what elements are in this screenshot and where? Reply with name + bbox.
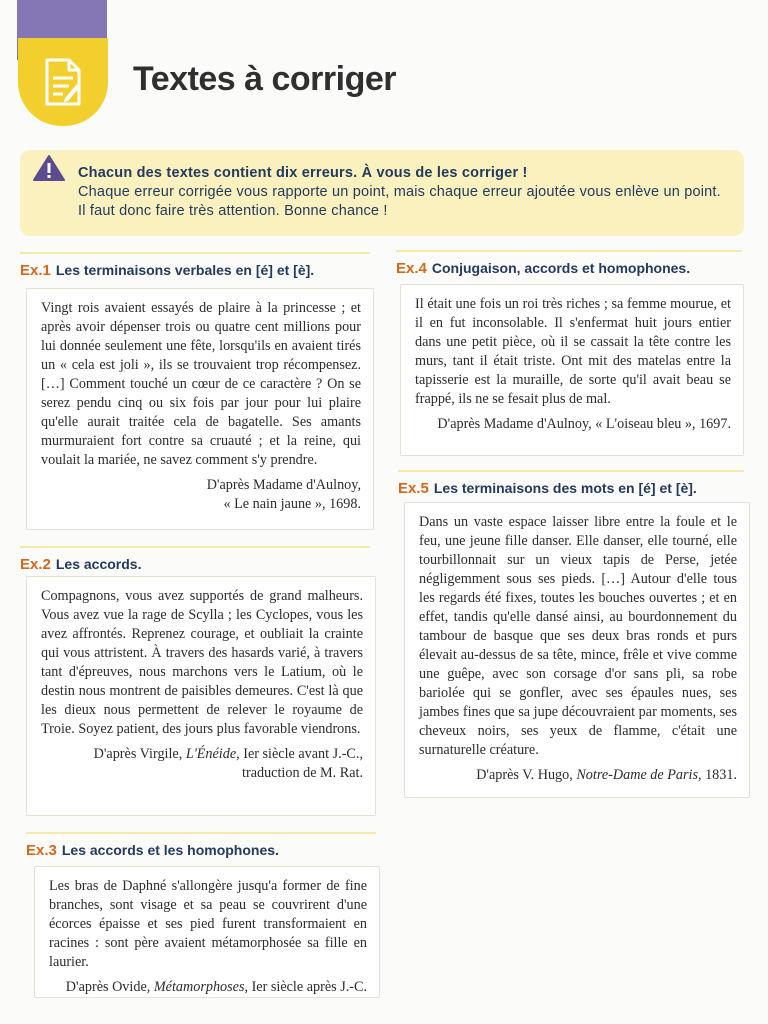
exercise-1-source-author: D'après Madame d'Aulnoy, bbox=[206, 477, 361, 493]
exercise-2-source-translation: traduction de M. Rat. bbox=[242, 765, 363, 781]
exercise-3-number: Ex.3 bbox=[26, 842, 57, 859]
exercise-1-number: Ex.1 bbox=[20, 262, 51, 279]
exercise-2-text-box bbox=[26, 576, 376, 816]
exercise-2-text: Compagnons, vous avez supportés de grand malheurs. Vous avez vue la rage de Scylla ; les Cyclopes, vous les avez affrontés. Reprenez courage, et oubliait la crainte qui vous attristent. À travers des hasards varié, à travers tant d'épreuves, nous marchons vers le Latium, où le destin nous montrent de paisibles demeures. C'est là que les dieux nous permettent de relever le royaume de Troie. Soyez patient, des jours plus favorable viendrons. bbox=[41, 588, 363, 737]
exercise-1-text: Vingt rois avaient essayés de plaire à la princesse ; et après avoir dépenser trois ou quatre cent millions pour lui donnée seulement une fête, lorsqu'ils en avaient tirés un « cela est joli », ils se trouvaient trop récompensez. […] Comment touché un cœur de ce caractère ? On se serez pendu cinq ou six fois par jour pour lui plaire qu'elle aurait traitée cela de bagatelle. Ses amants murmuraient fort contre sa cruauté ; et la reine, qui voulait la mariée, ne savez comment s'y prendre. bbox=[41, 300, 361, 468]
exercise-3-source-date: , Ier siècle après J.-C. bbox=[244, 979, 367, 995]
warning-icon bbox=[32, 154, 66, 182]
exercise-5-source bbox=[419, 766, 737, 785]
exercise-5-text-box bbox=[404, 502, 750, 798]
exercise-5-source-work: Notre-Dame de Paris bbox=[576, 767, 698, 783]
exercise-2-heading bbox=[20, 546, 370, 580]
exercise-5-title: Les terminaisons des mots en [é] et [è]. bbox=[433, 480, 697, 496]
exercise-5-text: Dans un vaste espace laisser libre entre la foule et le feu, une jeune fille danser. Elle danser, elle tourné, elle tourbillonnait sur un vieux tapis de Perse, jetée négligemment sous ses pieds. […] Autour d'elle tous les regards été fixes, toutes les bouches ouvertes ; et en effet, tandis qu'elle dansé ainsi, au bourdonnement du tambour de basque que ses deux bras ronds et purs élevait au-dessus de sa tête, mince, frêle et vive comme une guêpe, avec son corsage d'or sans pli, sa robe bariolée qui se gonfler, avec ses épaules nues, ses jambes fines que sa jupe découvraient par moments, ses cheveux noirs, ses yeux de flamme, c'était une surnaturelle créature. bbox=[419, 514, 737, 758]
exercise-5-heading bbox=[398, 470, 744, 504]
exercise-3-source-work: Métamorphoses bbox=[153, 979, 245, 995]
exercise-3-heading bbox=[26, 832, 376, 866]
notice-lead: Chacun des textes contient dix erreurs. À vous de les corriger ! bbox=[78, 165, 528, 181]
exercise-4-title: Conjugaison, accords et homophones. bbox=[431, 260, 691, 276]
exercise-3-title: Les accords et les homophones. bbox=[61, 842, 279, 858]
notice-text bbox=[78, 164, 728, 221]
exercise-5-source-date: , 1831. bbox=[697, 767, 737, 783]
exercise-4-text-box bbox=[400, 284, 744, 456]
exercise-3-source-author: D'après Ovide, bbox=[65, 979, 151, 995]
exercise-4-number: Ex.4 bbox=[396, 260, 427, 277]
exercise-2-source-date: , Ier siècle avant J.-C., bbox=[236, 746, 363, 762]
exercise-1-title: Les terminaisons verbales en [é] et [è]. bbox=[55, 262, 315, 278]
exercise-4-source: D'après Madame d'Aulnoy, « L'oiseau bleu », 1697. bbox=[437, 416, 731, 432]
exercise-2-title: Les accords. bbox=[55, 556, 142, 572]
exercise-4-text: Il était une fois un roi très riches ; sa femme mourue, et il en fut inconsolable. Il s'enfermat huit jours entier dans une petit pièce, où il se cassait la tête contre les murs, tant il était triste. Ont mit des matelas entre la tapisserie est la muraille, de sorte qu'il avait beau se frappé, ils ne se fesait plus de mal. bbox=[415, 296, 731, 407]
exercise-3-source bbox=[49, 978, 367, 997]
exercise-1-source bbox=[41, 476, 361, 514]
exercise-2-number: Ex.2 bbox=[20, 556, 51, 573]
exercise-2-source-author: D'après Virgile, bbox=[93, 746, 183, 762]
exercise-4-heading bbox=[396, 250, 742, 284]
exercise-5-number: Ex.5 bbox=[398, 480, 429, 497]
exercise-1-source-work: « Le nain jaune », 1698. bbox=[223, 496, 361, 512]
page-title: Textes à corriger bbox=[133, 60, 397, 98]
exercise-3-text: Les bras de Daphné s'allongère jusqu'a former de fine branches, sont visage et sa peau se couvrirent d'une écorces épaisse et ses pied furent transformaient en racines : sont père avaient métamorphosée sa fille en laurier. bbox=[49, 878, 367, 970]
instructions-notice bbox=[20, 150, 744, 236]
exercise-1-text-box bbox=[26, 288, 374, 530]
exercise-3-text-box bbox=[34, 866, 380, 998]
exercise-1-heading bbox=[20, 252, 370, 286]
notice-body: Chaque erreur corrigée vous rapporte un point, mais chaque erreur ajoutée vous enlève un point. Il faut donc faire très attention. Bonne chance ! bbox=[78, 184, 721, 219]
document-badge bbox=[18, 38, 108, 126]
exercise-2-source-work: L'Énéide bbox=[185, 746, 237, 762]
document-edit-icon bbox=[43, 58, 83, 106]
exercise-2-source bbox=[41, 745, 363, 783]
exercise-5-source-author: D'après V. Hugo, bbox=[476, 767, 573, 783]
